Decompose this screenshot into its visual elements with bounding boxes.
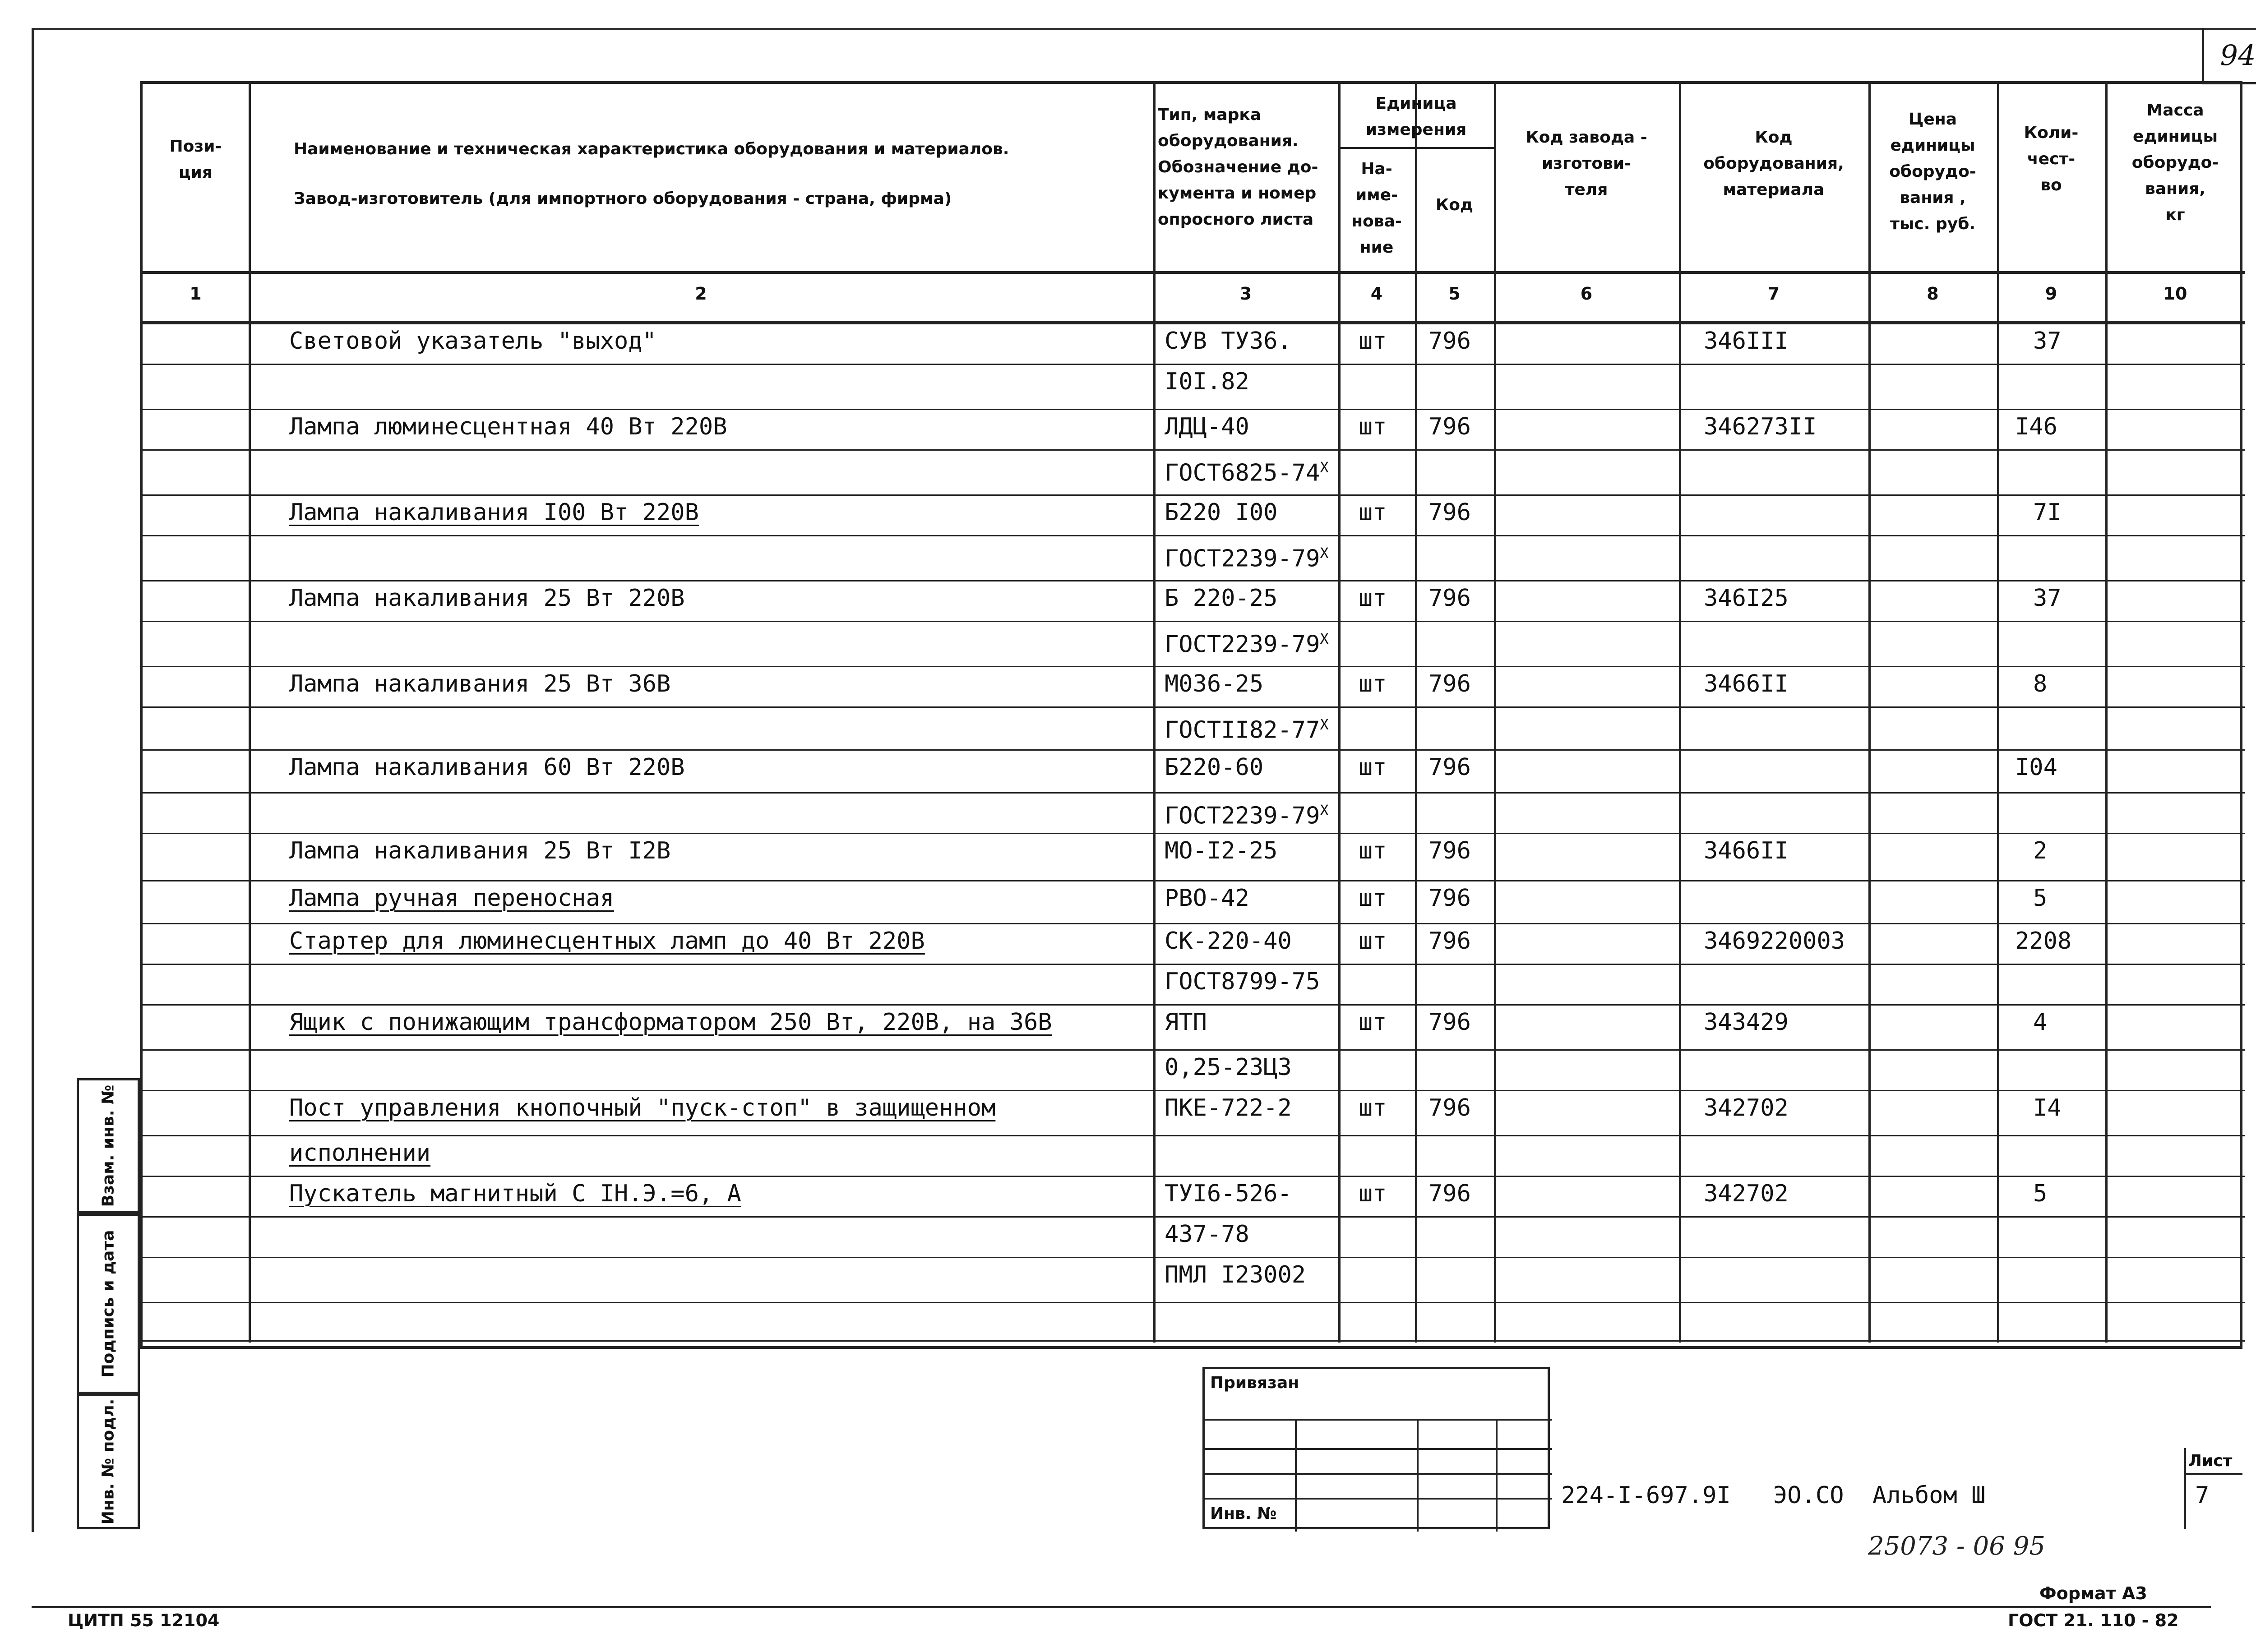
item-type: РВО-42	[1165, 885, 1249, 912]
doc-code: 224-I-697.9I	[1561, 1482, 1731, 1509]
stamp-bound-label: Привязан	[1210, 1374, 1299, 1392]
item-material-code: 346III	[1704, 328, 1789, 355]
item-name: Световой указатель "выход"	[289, 328, 656, 355]
row-divider	[143, 792, 2245, 794]
row-divider	[143, 706, 2245, 708]
column-number: 3	[1239, 284, 1252, 304]
row-divider	[143, 1090, 2245, 1091]
header-type-line: Тип, марка	[1158, 106, 1262, 124]
item-unit: шт	[1359, 885, 1387, 912]
item-name: Лампа накаливания 25 Вт 36В	[289, 670, 671, 697]
item-unit: шт	[1359, 413, 1387, 440]
header-position-line: Пози-	[169, 137, 222, 156]
header-unit-line: измерения	[1365, 120, 1467, 139]
header-type-line: кумента и номер	[1158, 184, 1317, 203]
row-divider	[143, 833, 2245, 834]
header-material-code	[1683, 125, 1864, 203]
item-unit: шт	[1359, 585, 1387, 612]
item-quantity: 37	[2033, 585, 2062, 612]
row-divider	[143, 1004, 2245, 1006]
header-mass-line: единицы	[2132, 127, 2218, 146]
header-quantity-line: Коли-	[2024, 124, 2079, 142]
item-material-code: 3466II	[1704, 837, 1789, 864]
header-divider	[143, 271, 2245, 274]
item-type: СК-220-40	[1165, 928, 1292, 955]
doc-mark: ЭО.СО	[1773, 1482, 1844, 1509]
column-number: 4	[1370, 284, 1383, 304]
item-unit: шт	[1359, 754, 1387, 781]
item-unit: шт	[1359, 499, 1387, 526]
item-type: ТУI6-526-	[1165, 1180, 1292, 1207]
column-number: 7	[1767, 284, 1780, 304]
footer-right: ГОСТ 21. 110 - 82	[2008, 1610, 2179, 1630]
header-factory-code-line: теля	[1565, 180, 1608, 199]
header-mass-line: оборудо-	[2131, 153, 2219, 172]
row-divider	[143, 323, 2245, 324]
header-position-line: ция	[178, 163, 213, 182]
row-divider	[143, 1176, 2245, 1177]
header-unit-name-line: име-	[1355, 186, 1398, 204]
item-quantity: I4	[2033, 1094, 2062, 1121]
side-stamp-signature	[77, 1214, 140, 1394]
column-number: 8	[1927, 284, 1939, 304]
header-price-line: тыс. руб.	[1890, 215, 1976, 233]
sheet-label: Лист	[2188, 1452, 2233, 1470]
item-type: СУВ ТУ36.	[1165, 328, 1292, 355]
column-number: 2	[695, 284, 707, 304]
row-divider	[143, 1340, 2245, 1342]
side-label: Подпись и дата	[99, 1230, 118, 1378]
item-quantity: 5	[2033, 1180, 2048, 1207]
item-type: ПМЛ I23002	[1165, 1261, 1306, 1288]
item-unit: шт	[1359, 837, 1387, 864]
row-divider	[143, 1216, 2245, 1218]
header-price-line: единицы	[1890, 136, 1975, 155]
corner-sheet-number: 94	[2202, 28, 2256, 84]
item-unit-code: 796	[1428, 1094, 1471, 1121]
header-material-code-line: оборудования,	[1703, 154, 1844, 173]
item-type: Б 220-25	[1165, 585, 1278, 612]
item-unit-code: 796	[1428, 1180, 1471, 1207]
row-divider	[143, 749, 2245, 751]
item-material-code: 346273II	[1704, 413, 1817, 440]
item-type: ГОСТ8799-75	[1165, 968, 1320, 995]
item-quantity: 37	[2033, 328, 2062, 355]
item-name: Стартер для люминесцентных ламп до 40 Вт 220В	[289, 928, 925, 955]
column-number: 5	[1448, 284, 1461, 304]
item-material-code: 3469220003	[1704, 928, 1845, 955]
item-material-code: 343429	[1704, 1009, 1789, 1036]
header-factory-code	[1498, 125, 1674, 203]
item-quantity: 7I	[2033, 499, 2062, 526]
item-type: Б220 I00	[1165, 499, 1278, 526]
item-type: ЛДЦ-40	[1165, 413, 1249, 440]
item-type: $ГОСТ6825-74^X$	[1165, 459, 1329, 487]
item-unit: шт	[1359, 1094, 1387, 1121]
item-type: ПКЕ-722-2	[1165, 1094, 1292, 1121]
album: Альбом Ш	[1872, 1482, 1986, 1509]
unit-header-divider	[1338, 147, 1494, 149]
item-unit: шт	[1359, 1009, 1387, 1036]
item-name: Ящик с понижающим трансформатором 250 Вт, 220В, на 36В	[289, 1009, 1052, 1036]
header-factory-code-line: изготови-	[1541, 154, 1632, 173]
header-type-line: опросного листа	[1158, 210, 1314, 229]
item-unit-code: 796	[1428, 754, 1471, 781]
item-type: 0,25-23ЦЗ	[1165, 1054, 1292, 1081]
item-name: Пост управления кнопочный "пуск-стоп" в защищенном	[289, 1094, 996, 1121]
item-name: Лампа накаливания I00 Вт 220В	[289, 499, 699, 526]
header-unit-name-line: На-	[1361, 160, 1392, 178]
column-number: 6	[1580, 284, 1593, 304]
item-unit-code: 796	[1428, 670, 1471, 697]
item-name: Пускатель магнитный С IН.Э.=6, А	[289, 1180, 741, 1207]
row-divider	[143, 364, 2245, 365]
row-divider	[143, 535, 2245, 536]
header-unit-name	[1343, 156, 1410, 261]
header-unit-name-line: ние	[1359, 238, 1394, 257]
header-mass-line: вания,	[2145, 180, 2205, 198]
item-unit-code: 796	[1428, 585, 1471, 612]
row-divider	[143, 880, 2245, 881]
item-material-code: 3466II	[1704, 670, 1789, 697]
item-quantity: I46	[2015, 413, 2057, 440]
item-unit-code: 796	[1428, 499, 1471, 526]
header-price-line: оборудо-	[1889, 162, 1976, 181]
item-unit-code: 796	[1428, 837, 1471, 864]
item-unit-code: 796	[1428, 413, 1471, 440]
item-name: Лампа ручная переносная	[289, 885, 615, 912]
row-divider	[143, 1257, 2245, 1258]
stamp-inv-label: Инв. №	[1210, 1504, 1277, 1523]
header-price-line: вания ,	[1900, 189, 1966, 207]
item-type: ЯТП	[1165, 1009, 1207, 1036]
item-quantity: 2208	[2015, 928, 2072, 955]
header-mass-line: Масса	[2146, 101, 2204, 120]
header-quantity-line: во	[2040, 176, 2062, 194]
header-material-code-line: материала	[1723, 180, 1825, 199]
item-type: $ГОСТ2239-79^X$	[1165, 545, 1329, 572]
item-quantity: I04	[2015, 754, 2057, 781]
item-unit-code: 796	[1428, 328, 1471, 355]
handwritten-number: 25073 - 06 95	[1868, 1532, 2045, 1561]
column-number: 1	[190, 284, 202, 304]
item-unit: шт	[1359, 328, 1387, 355]
sheet-number: 7	[2195, 1482, 2210, 1509]
header-material-code-line: Код	[1755, 128, 1793, 147]
item-unit: шт	[1359, 928, 1387, 955]
row-divider	[143, 1135, 2245, 1136]
item-type: $ГОСТII82-77^X$	[1165, 716, 1329, 744]
header-name-line: Завод-изготовитель (для импортного оборудования - страна, фирма)	[294, 189, 952, 208]
header-unit-code: Код	[1435, 196, 1474, 214]
item-unit: шт	[1359, 670, 1387, 697]
header-unit-line: Единица	[1375, 94, 1457, 113]
footer-left: ЦИТП 55 12104	[68, 1610, 220, 1630]
item-quantity: 5	[2033, 885, 2048, 912]
item-material-code: 346I25	[1704, 585, 1789, 612]
specification-table	[140, 81, 2242, 1349]
row-divider	[143, 621, 2245, 622]
item-material-code: 342702	[1704, 1094, 1789, 1121]
header-mass	[2110, 97, 2241, 228]
item-type: Б220-60	[1165, 754, 1264, 781]
side-label: Инв. № подл.	[99, 1398, 118, 1525]
row-divider	[143, 923, 2245, 924]
header-position	[147, 134, 244, 186]
binding-stamp	[1202, 1367, 1550, 1529]
item-type: I0I.82	[1165, 368, 1249, 395]
header-type	[1158, 102, 1334, 233]
item-name: Лампа накаливания 25 Вт I2В	[289, 837, 671, 864]
item-unit-code: 796	[1428, 885, 1471, 912]
header-quantity-line: чест-	[2027, 150, 2076, 168]
item-name: исполнении	[289, 1140, 431, 1167]
row-divider	[143, 1302, 2245, 1303]
item-quantity: 4	[2033, 1009, 2048, 1036]
item-unit: шт	[1359, 1180, 1387, 1207]
row-divider	[143, 666, 2245, 667]
item-type: М036-25	[1165, 670, 1264, 697]
header-unit-name-line: нова-	[1351, 212, 1402, 231]
item-type: 437-78	[1165, 1221, 1249, 1248]
row-divider	[143, 409, 2245, 410]
header-factory-code-line: Код завода -	[1526, 128, 1647, 147]
side-label: Взам. инв. №	[99, 1084, 118, 1207]
row-divider	[143, 580, 2245, 581]
row-divider	[143, 964, 2245, 965]
header-name	[294, 125, 1009, 224]
header-name-line: Наименование и техническая характеристика оборудования и материалов.	[294, 140, 1009, 158]
row-divider	[143, 1049, 2245, 1051]
column-number: 10	[2163, 284, 2187, 304]
item-type: $ГОСТ2239-79^X$	[1165, 630, 1329, 658]
header-quantity	[2002, 120, 2101, 198]
header-type-line: Обозначение до-	[1158, 158, 1318, 176]
row-divider	[143, 449, 2245, 451]
item-material-code: 342702	[1704, 1180, 1789, 1207]
column-number: 9	[2045, 284, 2057, 304]
item-type: МО-I2-25	[1165, 837, 1278, 864]
header-unit	[1343, 91, 1489, 143]
row-divider	[143, 494, 2245, 496]
item-name: Лампа накаливания 25 Вт 220В	[289, 585, 685, 612]
format-label: Формат А3	[2039, 1583, 2147, 1603]
header-mass-line: кг	[2165, 206, 2185, 224]
side-stamp-replace	[77, 1078, 140, 1214]
header-price	[1873, 106, 1992, 237]
item-unit-code: 796	[1428, 1009, 1471, 1036]
item-quantity: 2	[2033, 837, 2048, 864]
header-type-line: оборудования.	[1158, 132, 1299, 150]
item-name: Лампа накаливания 60 Вт 220В	[289, 754, 685, 781]
header-price-line: Цена	[1909, 110, 1957, 129]
item-name: Лампа люминесцентная 40 Вт 220В	[289, 413, 727, 440]
item-type: $ГОСТ2239-79^X$	[1165, 802, 1329, 830]
item-quantity: 8	[2033, 670, 2048, 697]
item-unit-code: 796	[1428, 928, 1471, 955]
side-stamp-original	[77, 1394, 140, 1529]
